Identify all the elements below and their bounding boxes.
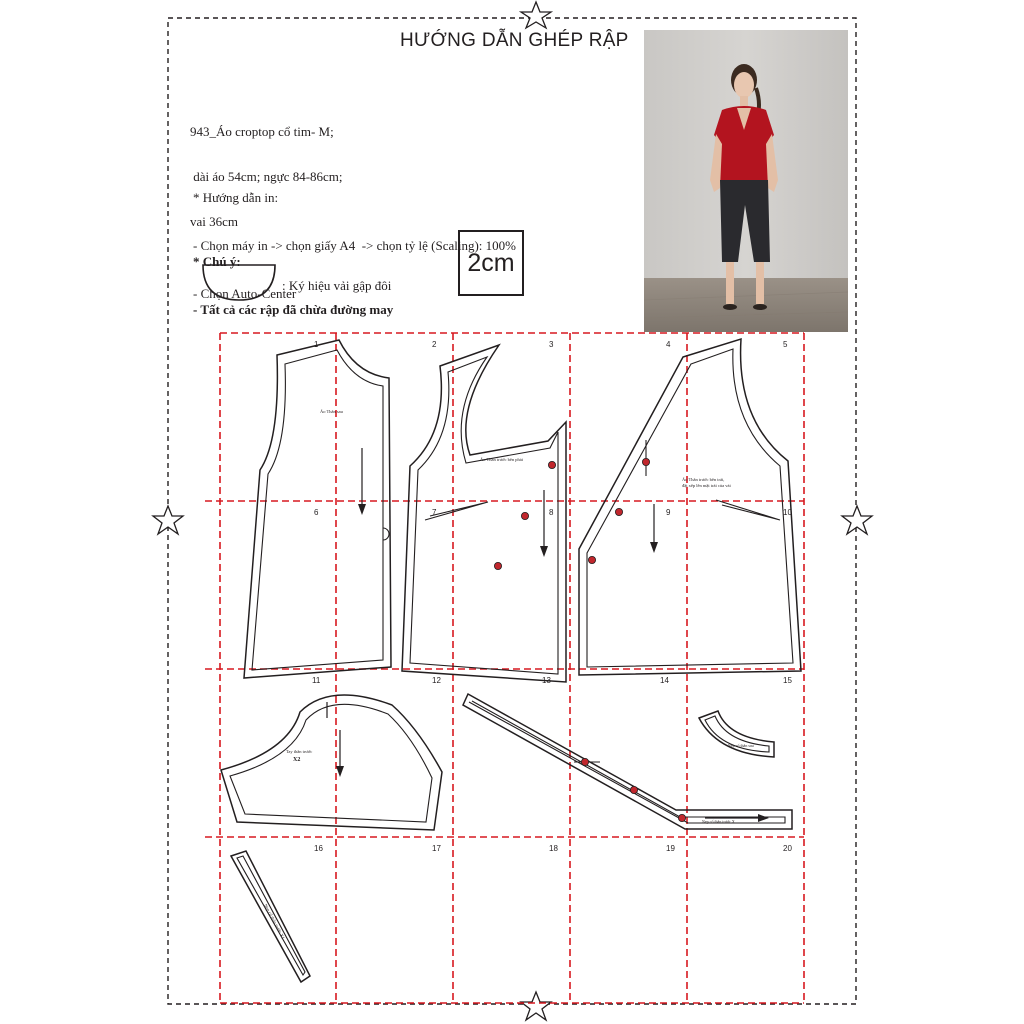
page-number: 11	[312, 676, 321, 685]
piece-label: Áo Thân sau	[320, 409, 343, 414]
page-number: 19	[666, 844, 675, 853]
piece-front-right	[402, 345, 566, 682]
page-number: 1	[314, 340, 319, 349]
piece-label: Áo Thân trước bên phải	[480, 457, 523, 462]
star-icon	[521, 2, 551, 28]
piece-label: Áo Thân trước bên trái,	[682, 477, 725, 482]
piece-label: Nẹp cổ thân trước X1	[263, 903, 286, 940]
piece-front-facing	[463, 694, 792, 829]
piece-neck-strip	[231, 851, 310, 982]
button-dot	[548, 461, 555, 468]
star-icon	[521, 992, 551, 1020]
page-number: 2	[432, 340, 437, 349]
page-grid	[205, 333, 804, 1003]
page-number: 9	[666, 508, 671, 517]
page-number: 13	[542, 676, 551, 685]
note-line: - Tất cả các rập đã chừa đường may	[193, 302, 394, 317]
piece-front-left	[579, 339, 801, 675]
page-number: 14	[660, 676, 669, 685]
page-number: 16	[314, 844, 323, 853]
product-line: vai 36cm	[190, 214, 239, 229]
page-number: 18	[549, 844, 558, 853]
page-number: 20	[783, 844, 792, 853]
piece-label: Nẹp cổ thân trước X	[702, 819, 735, 824]
piece-back-facing	[699, 711, 774, 757]
button-dot	[642, 458, 649, 465]
product-line: 943_Áo croptop cổ tim- M;	[190, 124, 334, 139]
page-number: 7	[432, 508, 437, 517]
button-dot	[588, 556, 595, 563]
page-number: 8	[549, 508, 554, 517]
star-icon	[842, 506, 872, 534]
note-line: * Chú ý:	[193, 254, 241, 269]
button-dot	[678, 814, 685, 821]
fold-symbol-label: : Ký hiệu vải gập đôi	[282, 278, 392, 293]
page-numbers	[312, 340, 792, 853]
scale-check-label: 2cm	[467, 248, 515, 277]
piece-label: Nẹp cổ thân sau	[728, 743, 754, 748]
button-dot	[494, 562, 501, 569]
page-title: HƯỚNG DẪN GHÉP RẬP	[400, 30, 629, 51]
piece-sleeve	[221, 695, 442, 830]
page-number: 6	[314, 508, 319, 517]
page-number: 10	[783, 508, 792, 517]
piece-label: X2	[293, 757, 301, 763]
print-line: * Hướng dẫn in:	[193, 190, 279, 205]
page-number: 4	[666, 340, 671, 349]
piece-label: đặt xếp lên mặt trái của vải	[682, 483, 731, 488]
product-line: dài áo 54cm; ngực 84-86cm;	[190, 169, 343, 184]
button-dot	[630, 786, 637, 793]
page-number: 5	[783, 340, 788, 349]
print-line: - Chọn Auto-Center	[193, 286, 297, 301]
registration-stars	[153, 2, 872, 1020]
button-dot	[615, 508, 622, 515]
button-dot	[581, 758, 588, 765]
piece-label: Tay thân trước	[286, 749, 313, 754]
page-number: 15	[783, 676, 792, 685]
button-dot	[521, 512, 528, 519]
page-number: 12	[432, 676, 441, 685]
page-number: 17	[432, 844, 441, 853]
print-line: - Chọn máy in -> chọn giấy A4 -> chọn tỷ lệ (Scaling): 100%	[193, 238, 516, 253]
page-number: 3	[549, 340, 554, 349]
